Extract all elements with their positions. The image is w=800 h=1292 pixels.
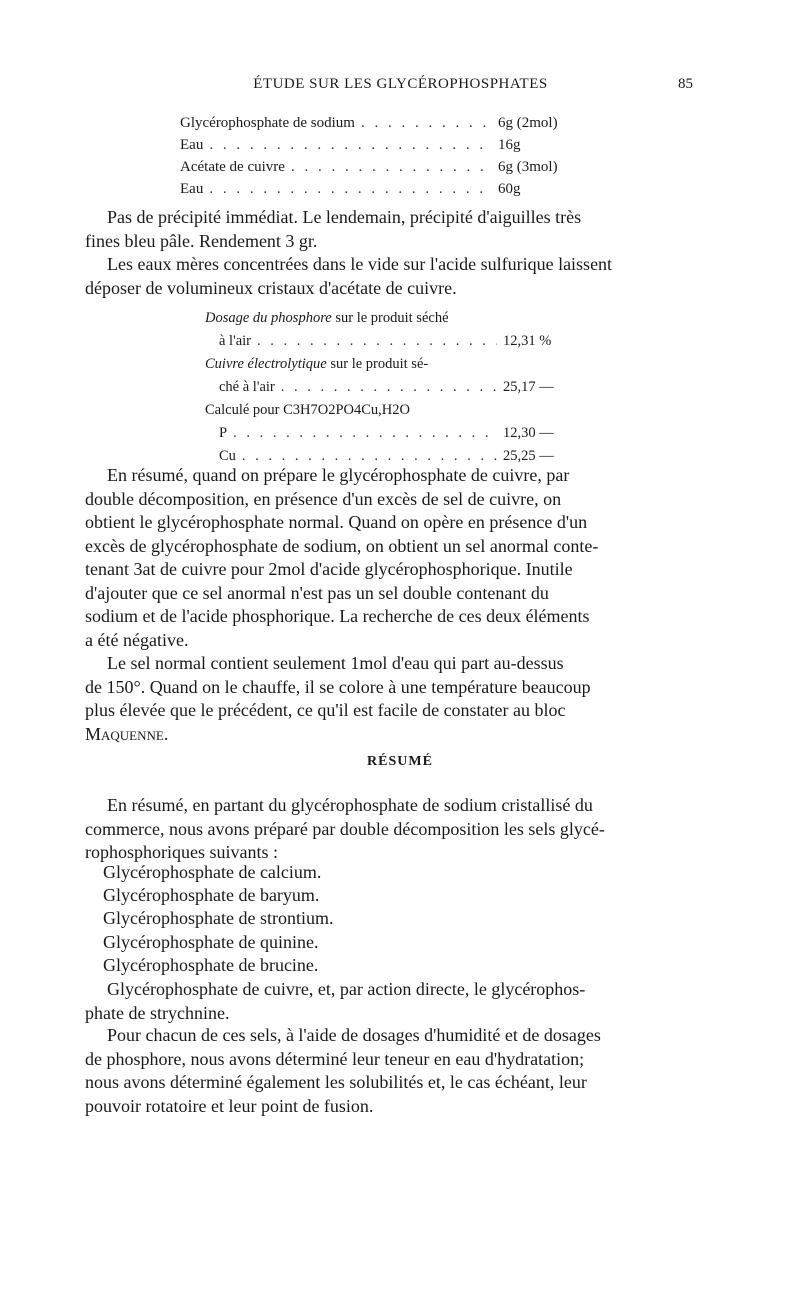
salt-list-item: Glycérophosphate de calcium. (103, 862, 322, 882)
running-head (108, 76, 693, 98)
recipe-label: Eau (180, 181, 204, 197)
analysis-row: Dosage du phosphore sur le produit séché (205, 310, 449, 326)
paragraph-summary-copper (85, 464, 685, 652)
leader-dots (209, 181, 492, 198)
text-line: rophosphoriques suivants : (85, 842, 278, 862)
salt-list-item: Glycérophosphate de strontium. (103, 908, 334, 928)
recipe-row (180, 181, 590, 203)
analysis-row: Cuivre électrolytique sur le produit sé- (205, 356, 429, 372)
salt-list-item: Glycérophosphate de brucine. (103, 955, 319, 975)
recipe-amount: 6g (3mol) (498, 159, 558, 175)
text-line: d'ajouter que ce sel anormal n'est pas un sel double contenant du (85, 582, 549, 603)
formula-line: Calculé pour C3H7O2PO4Cu,H2O (205, 402, 411, 418)
text-line: double décomposition, en présence d'un excès de sel de cuivre, on (85, 488, 562, 509)
leader-dots (291, 159, 492, 176)
analysis-value: 12,30 — (503, 425, 554, 441)
text-line: sodium et de l'acide phosphorique. La recherche de ces deux éléments (85, 606, 590, 626)
text-line: Pour chacun de ces sels, à l'aide de dosages d'humidité et de dosages (107, 1025, 601, 1045)
text-line: Pas de précipité immédiat. Le lendemain, précipité d'aiguilles très (107, 207, 582, 227)
leader-dots (209, 137, 492, 154)
text-line: commerce, nous avons préparé par double décomposition les sels glycé- (85, 818, 605, 839)
leader-dots (281, 379, 497, 396)
analysis-row: à l'air . . . 12,31 % (205, 333, 595, 356)
text-line: En résumé, en partant du glycérophosphate de sodium cristallisé du (107, 795, 593, 815)
leader-dots (361, 115, 492, 132)
text-line: pouvoir rotatoire et leur point de fusion. (85, 1095, 374, 1116)
text-line: tenant 3at de cuivre pour 2mol d'acide glycérophosphorique. Inutile (85, 559, 573, 579)
paragraph-precipitate (85, 206, 685, 300)
recipe-row (180, 137, 590, 159)
text-line: Le sel normal contient seulement 1mol d'eau qui part au-dessus (107, 653, 564, 673)
recipe-amount: 6g (2mol) (498, 115, 558, 131)
recipe-row (180, 159, 590, 181)
analysis-row: Cu . . . 25,25 — (205, 448, 595, 471)
text-line: En résumé, quand on prépare le glycérophosphate de cuivre, par (107, 465, 570, 485)
analysis-value: 12,31 % (503, 333, 552, 349)
leader-dots (233, 425, 497, 442)
salt-list-item: Glycérophosphate de baryum. (103, 885, 320, 905)
page-number: 85 (678, 76, 693, 92)
text-line: Glycérophosphate de cuivre, et, par action directe, le glycérophos- (107, 979, 586, 999)
text-line: obtient le glycérophosphate normal. Quand on opère en présence d'un (85, 512, 588, 532)
section-heading: RÉSUMÉ (367, 754, 433, 769)
paragraph-methods (85, 1024, 685, 1118)
text-line: nous avons déterminé également les solubilités et, le cas échéant, leur (85, 1072, 587, 1092)
text-line: plus élevée que le précédent, ce qu'il est facile de constater au bloc (85, 700, 566, 720)
text-line: fines bleu pâle. Rendement 3 gr. (85, 230, 318, 251)
analysis-row: ché à l'air . . . 25,17 — (205, 379, 595, 402)
analysis-value: 25,25 — (503, 448, 554, 464)
text-line: Maquenne. (85, 723, 169, 744)
text-line: de 150°. Quand on le chauffe, il se colore à une température beaucoup (85, 676, 591, 697)
paragraph-copper-strychnine (85, 978, 685, 1025)
recipe-amount: 60g (498, 181, 521, 197)
recipe-table (180, 115, 590, 203)
text-line: déposer de volumineux cristaux d'acétate de cuivre. (85, 277, 457, 298)
running-title: ÉTUDE SUR LES GLYCÉROPHOSPHATES (253, 76, 548, 92)
paragraph-normal-salt (85, 652, 685, 746)
text-line: excès de glycérophosphate de sodium, on obtient un sel anormal conte- (85, 535, 599, 556)
analysis-table (205, 310, 595, 471)
leader-dots (257, 333, 497, 350)
text-line: phate de strychnine. (85, 1002, 230, 1023)
leader-dots (242, 448, 497, 465)
text-line: a été négative. (85, 629, 189, 650)
analysis-row (205, 402, 595, 425)
recipe-row (180, 115, 590, 137)
analysis-row: P . . . 12,30 — (205, 425, 595, 448)
text-line: Les eaux mères concentrées dans le vide sur l'acide sulfurique laissent (107, 254, 613, 274)
salt-list-item: Glycérophosphate de quinine. (103, 932, 319, 952)
recipe-label: Eau (180, 137, 204, 153)
paragraph-resume-intro (85, 794, 685, 865)
recipe-label: Acétate de cuivre (180, 159, 285, 175)
analysis-value: 25,17 — (503, 379, 554, 395)
recipe-amount: 16g (498, 137, 521, 153)
text-line: de phosphore, nous avons déterminé leur teneur en eau d'hydratation; (85, 1048, 585, 1069)
recipe-label: Glycérophosphate de sodium (180, 115, 355, 131)
